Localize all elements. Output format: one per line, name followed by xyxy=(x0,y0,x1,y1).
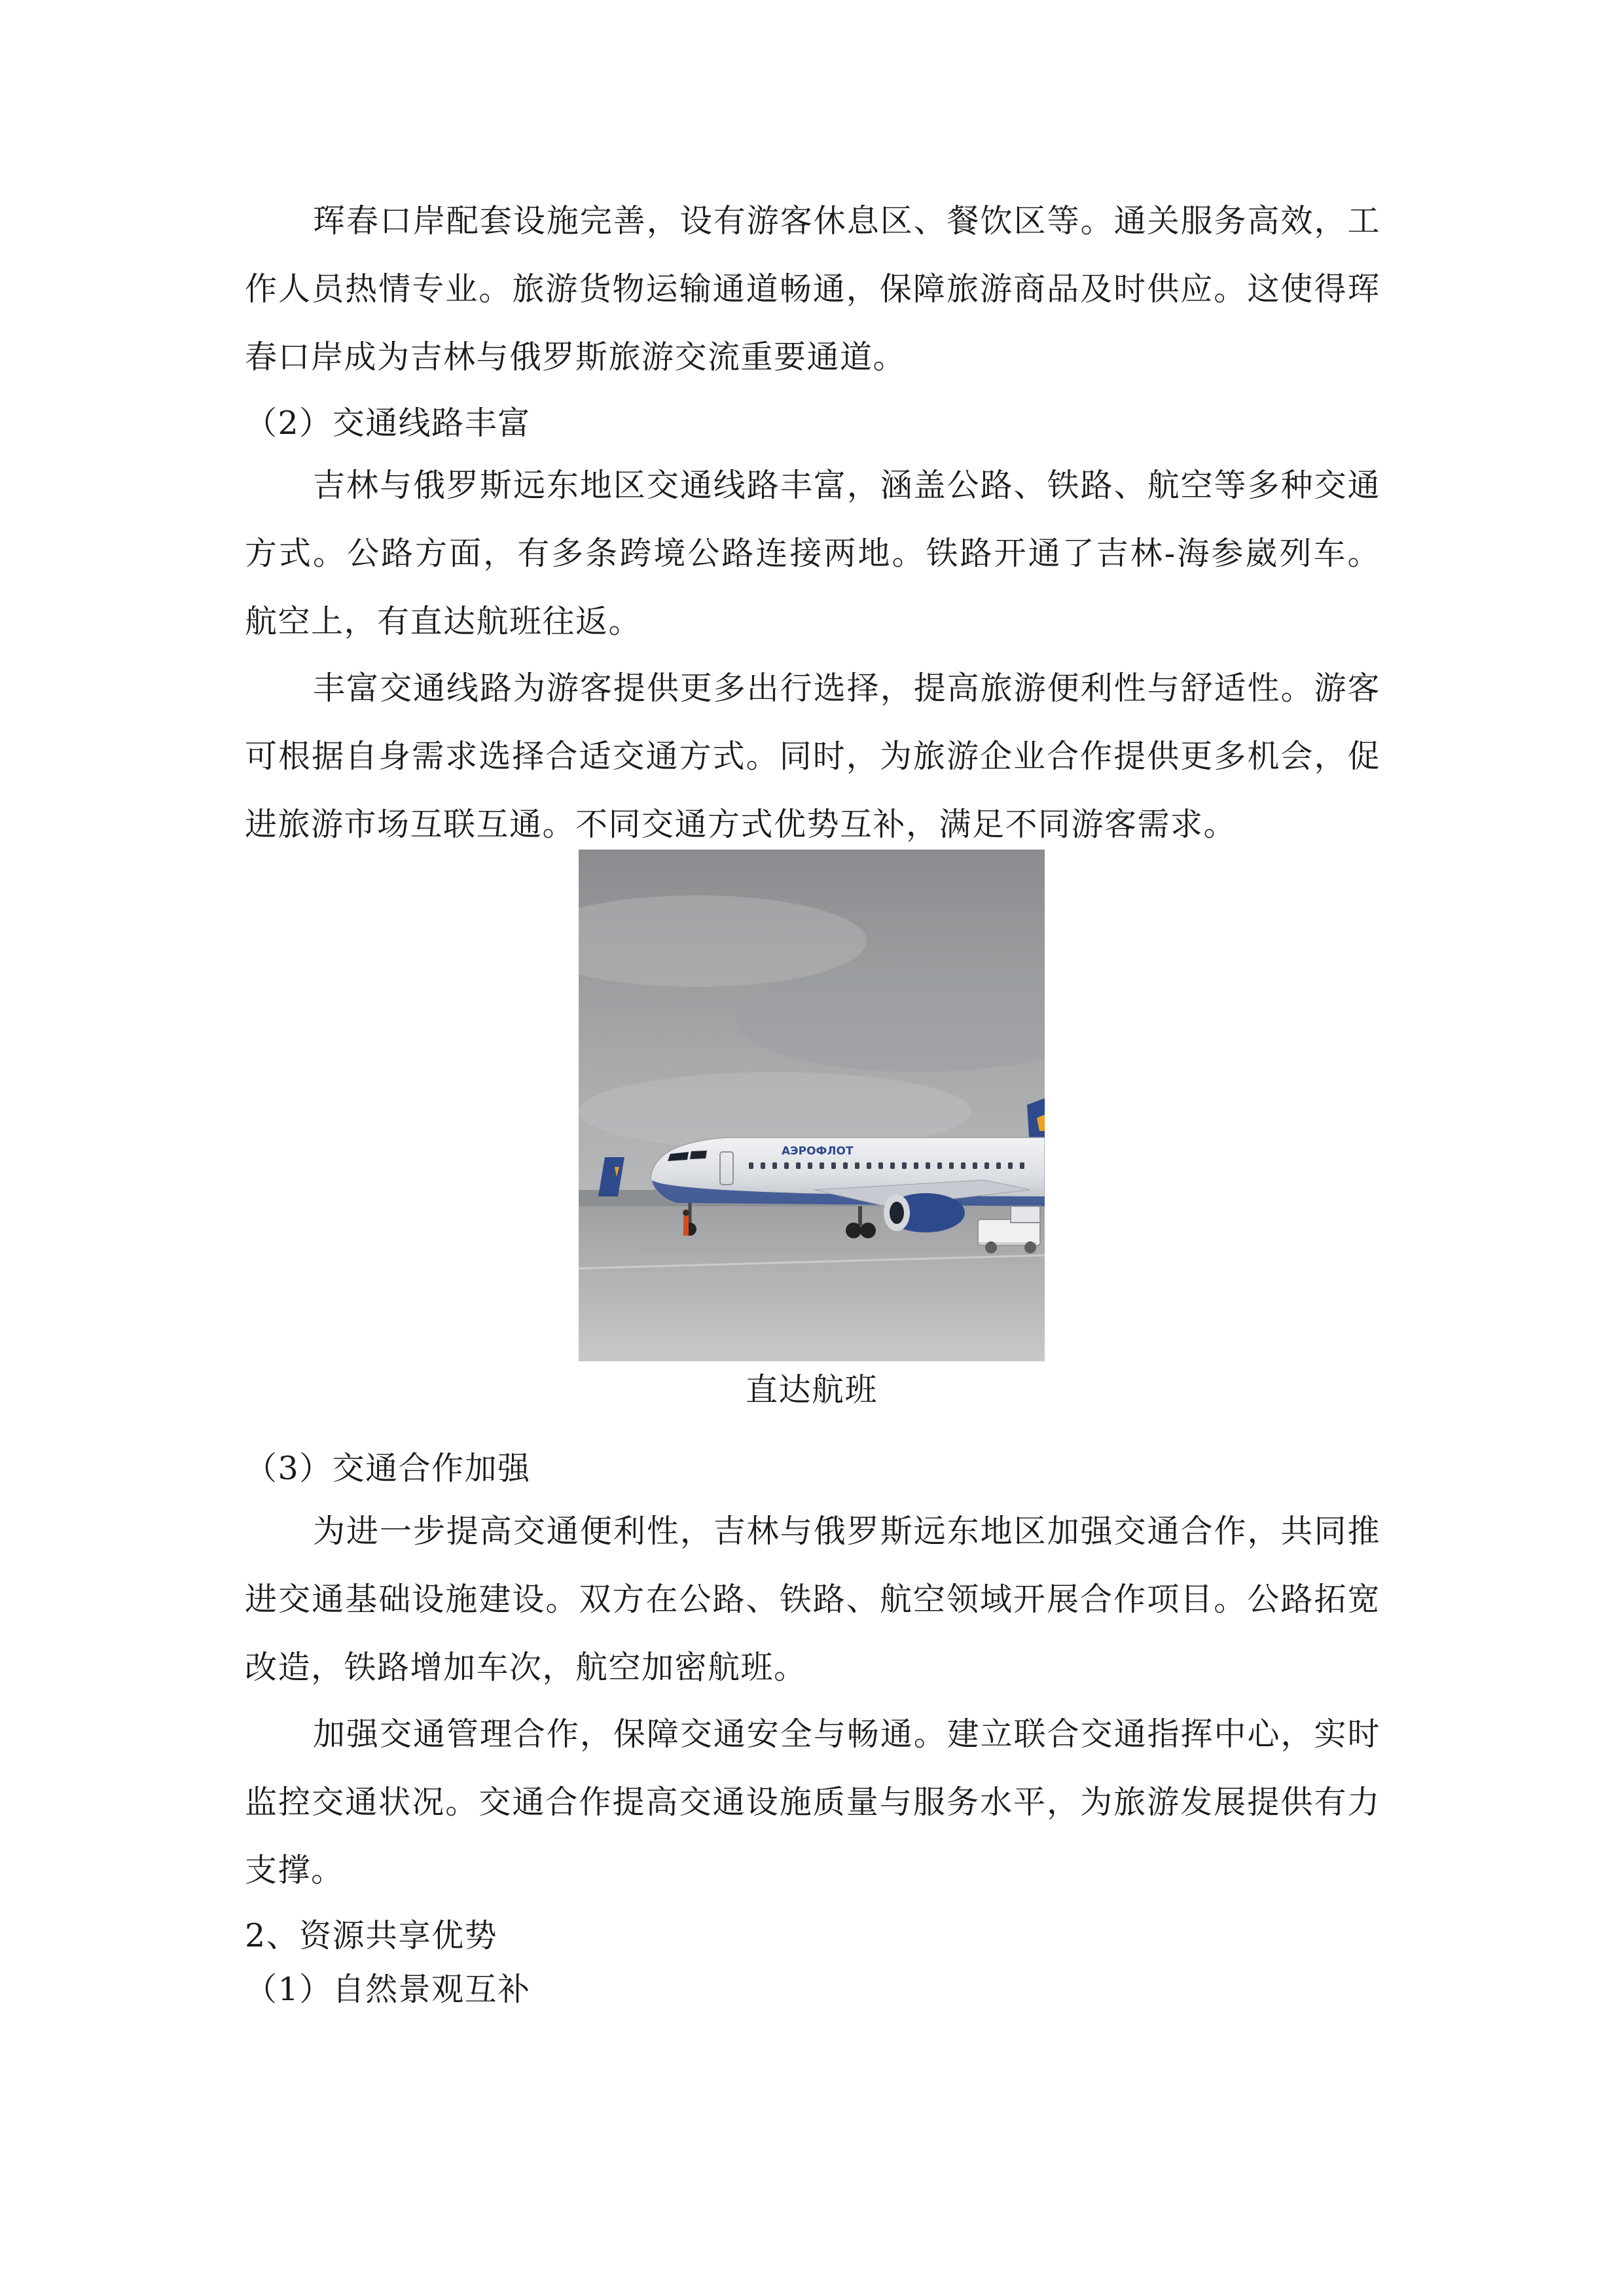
ground-vehicle-cab xyxy=(1011,1206,1040,1223)
figure-caption: 直达航班 xyxy=(745,1371,878,1408)
engine-fan xyxy=(890,1202,904,1224)
paragraph-transport-routes: 吉林与俄罗斯远东地区交通线路丰富，涵盖公路、铁路、航空等多种交通方式。公路方面，有多条跨境公路连接两地。铁路开通了吉林-海参崴列车。航空上，有直达航班往返。 xyxy=(245,467,1380,640)
section-heading-transport-cooperation: （3）交通合作加强 xyxy=(245,1450,531,1487)
livery-text: АЭРОФЛОТ xyxy=(782,1145,854,1158)
main-wheel xyxy=(860,1223,876,1238)
main-wheel xyxy=(846,1223,861,1238)
airplane-illustration xyxy=(579,850,1045,1361)
ground-crew-head xyxy=(683,1210,689,1216)
wet-reflection xyxy=(644,1242,1037,1254)
paragraph-hunchun-port: 珲春口岸配套设施完善，设有游客休息区、餐饮区等。通关服务高效，工作人员热情专业。旅游货物运输通道畅通，保障旅游商品及时供应。这使得珲春口岸成为吉林与俄罗斯旅游交流重要通道。 xyxy=(245,202,1380,376)
section-heading-resource-sharing: 2、资源共享优势 xyxy=(245,1917,498,1954)
paragraph-transport-cooperation: 为进一步提高交通便利性，吉林与俄罗斯远东地区加强交通合作，共同推进交通基础设施建设。双方在公路、铁路、航空领域开展合作项目。公路拓宽改造，铁路增加车次，航空加密航班。 xyxy=(245,1513,1380,1686)
section-heading-natural-landscape: （1）自然景观互补 xyxy=(245,1971,531,2008)
paragraph-traffic-management: 加强交通管理合作，保障交通安全与畅通。建立联合交通指挥中心，实时监控交通状况。交通合作提高交通设施质量与服务水平，为旅游发展提供有力支撑。 xyxy=(245,1715,1380,1889)
paragraph-route-benefits: 丰富交通线路为游客提供更多出行选择，提高旅游便利性与舒适性。游客可根据自身需求选择合适交通方式。同时，为旅游企业合作提供更多机会，促进旅游市场互联互通。不同交通方式优势互补，满足不同游客需求。 xyxy=(245,670,1380,843)
tarmac xyxy=(579,1206,1045,1361)
section-heading-transport-routes: （2）交通线路丰富 xyxy=(245,404,531,442)
airplane-photo xyxy=(579,850,1045,1361)
ground-crew xyxy=(683,1216,689,1236)
cockpit-window xyxy=(690,1151,707,1159)
